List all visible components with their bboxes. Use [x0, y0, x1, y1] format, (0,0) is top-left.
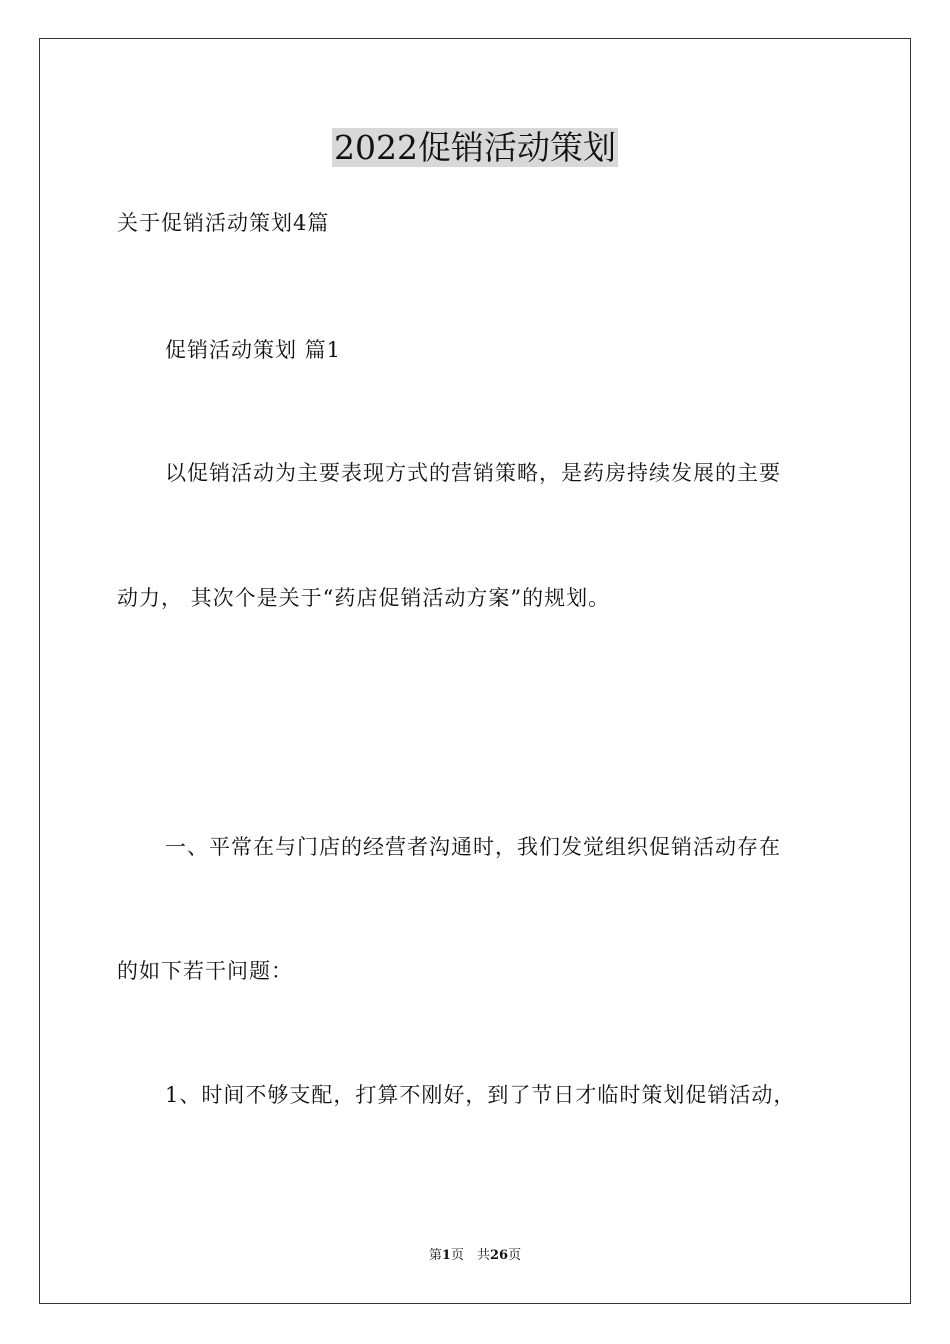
- paragraph-line: 以促销活动为主要表现方式的营销策略，是药房持续发展的主要: [165, 461, 781, 485]
- footer-page-number: 1: [441, 1248, 451, 1263]
- paragraph-line: 1、时间不够支配，打算不刚好，到了节日才临时策划促销活动，: [165, 1083, 796, 1107]
- footer-page-mid: 页 共: [450, 1248, 490, 1263]
- paragraph-line: 的如下若干问题：: [117, 959, 293, 983]
- page-footer: [0, 1246, 950, 1266]
- document-subtitle: 关于促销活动策划4篇: [117, 211, 330, 235]
- document-title-text: 2022促销活动策划: [334, 128, 616, 167]
- footer-page-suffix: 页: [508, 1248, 522, 1263]
- footer-page-prefix: 第: [428, 1248, 442, 1263]
- footer-total-pages: 26: [489, 1248, 509, 1263]
- section-heading: 促销活动策划 篇1: [165, 338, 342, 362]
- paragraph-line: 一、平常在与门店的经营者沟通时，我们发觉组织促销活动存在: [165, 835, 781, 859]
- paragraph-line: 动力， 其次个是关于“药店促销活动方案”的规划。: [117, 586, 611, 610]
- document-title: [0, 126, 950, 170]
